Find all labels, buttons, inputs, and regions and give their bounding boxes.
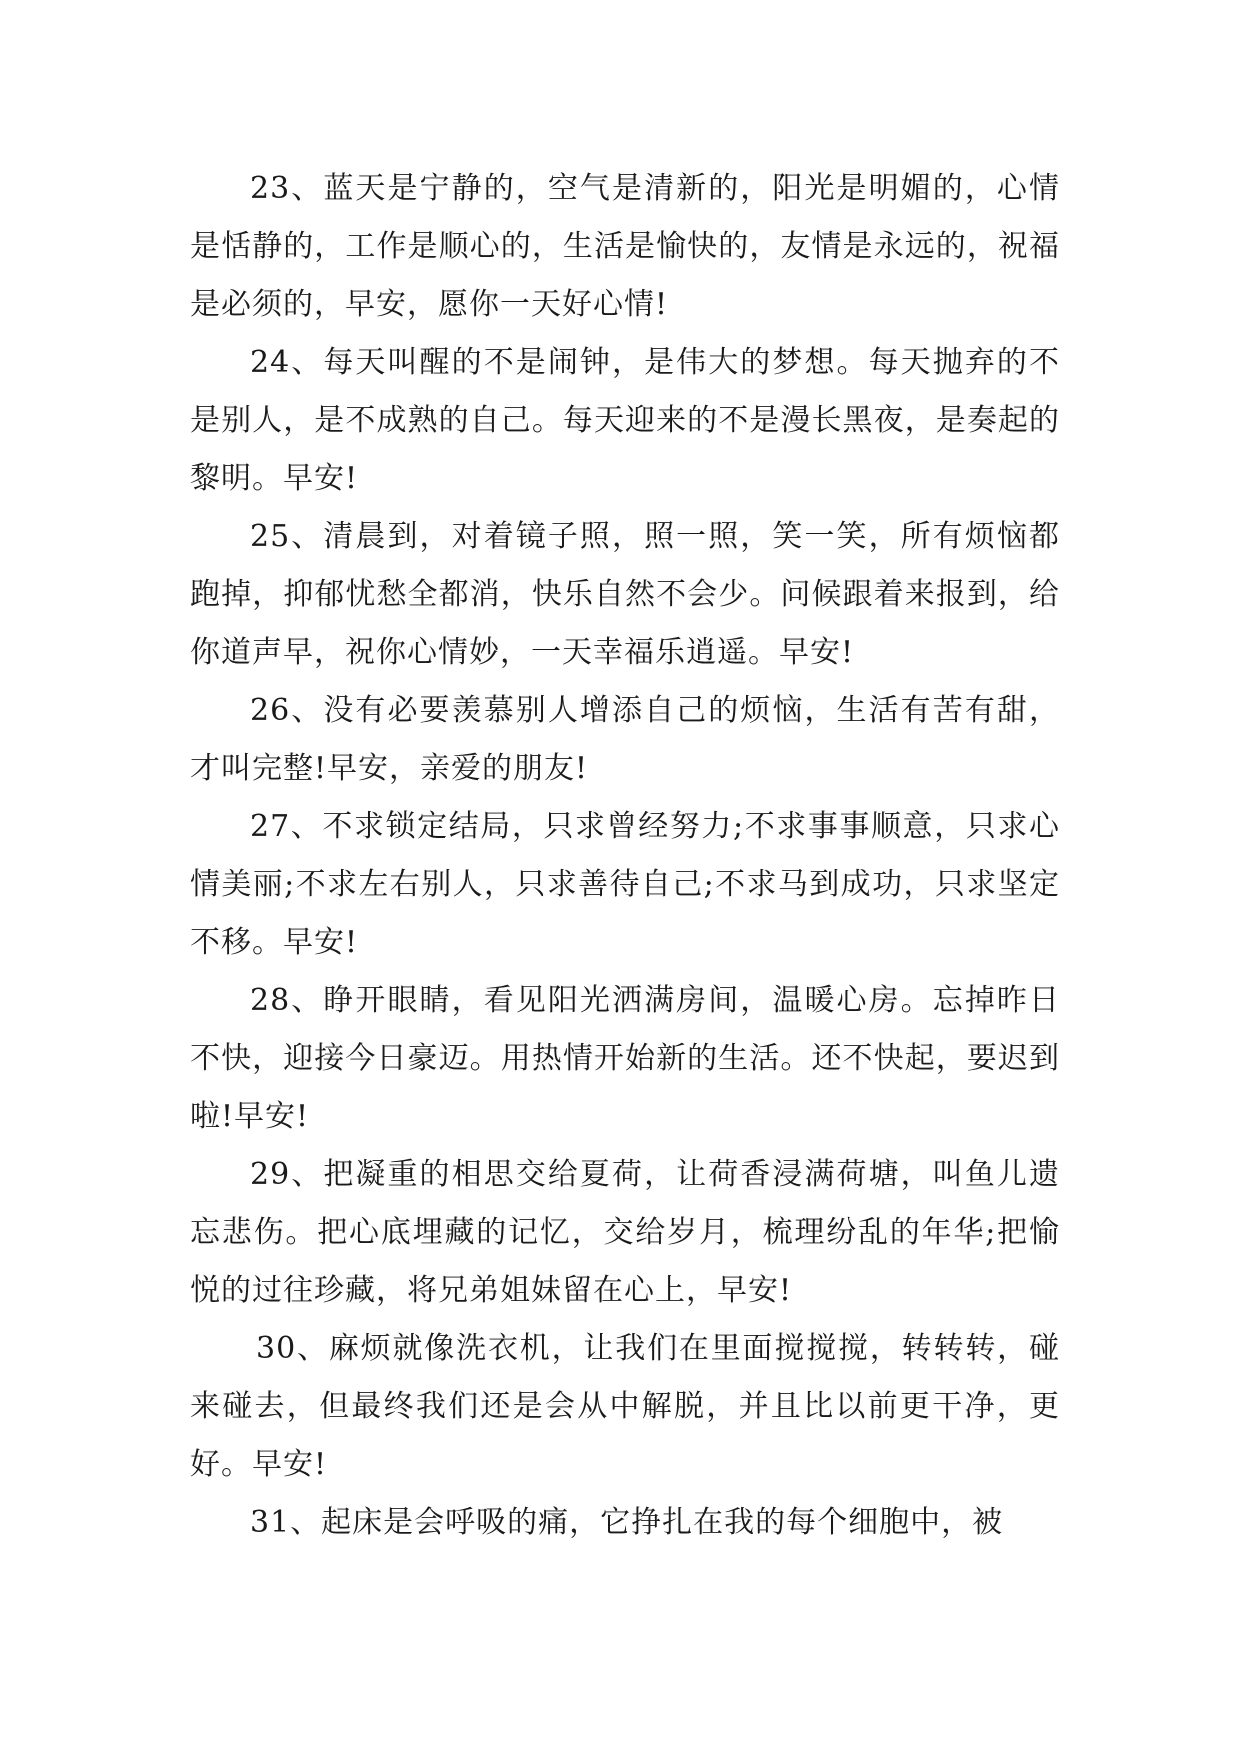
paragraph-27: 27、不求锁定结局，只求曾经努力;不求事事顺意，只求心情美丽;不求左右别人，只求善待自己;不求马到成功，只求坚定不移。早安! (190, 809, 1060, 960)
paragraph-24: 24、每天叫醒的不是闹钟，是伟大的梦想。每天抛弃的不是别人，是不成熟的自己。每天迎来的不是漫长黑夜，是奏起的黎明。早安! (190, 345, 1060, 496)
paragraph-23: 23、蓝天是宁静的，空气是清新的，阳光是明媚的，心情是恬静的，工作是顺心的，生活是愉快的，友情是永远的，祝福是必须的，早安，愿你一天好心情! (190, 171, 1060, 322)
paragraph-28: 28、睁开眼睛，看见阳光洒满房间，温暖心房。忘掉昨日不快，迎接今日豪迈。用热情开始新的生活。还不快起，要迟到啦!早安! (190, 983, 1060, 1134)
paragraph-29: 29、把凝重的相思交给夏荷，让荷香浸满荷塘，叫鱼儿遗忘悲伤。把心底埋藏的记忆，交给岁月，梳理纷乱的年华;把愉悦的过往珍藏，将兄弟姐妹留在心上，早安! (190, 1157, 1060, 1308)
paragraph-26: 26、没有必要羡慕别人增添自己的烦恼，生活有苦有甜，才叫完整!早安，亲爱的朋友! (190, 693, 1060, 786)
paragraph-31: 31、起床是会呼吸的痛，它挣扎在我的每个细胞中，被 (250, 1505, 1004, 1540)
paragraph-30: 30、麻烦就像洗衣机，让我们在里面搅搅搅，转转转，碰来碰去，但最终我们还是会从中解脱，并且比以前更干净，更好。早安! (190, 1331, 1060, 1482)
paragraph-25: 25、清晨到，对着镜子照，照一照，笑一笑，所有烦恼都跑掉，抑郁忧愁全都消，快乐自然不会少。问候跟着来报到，给你道声早，祝你心情妙，一天幸福乐逍遥。早安! (190, 519, 1060, 670)
document-body (190, 160, 1060, 1552)
